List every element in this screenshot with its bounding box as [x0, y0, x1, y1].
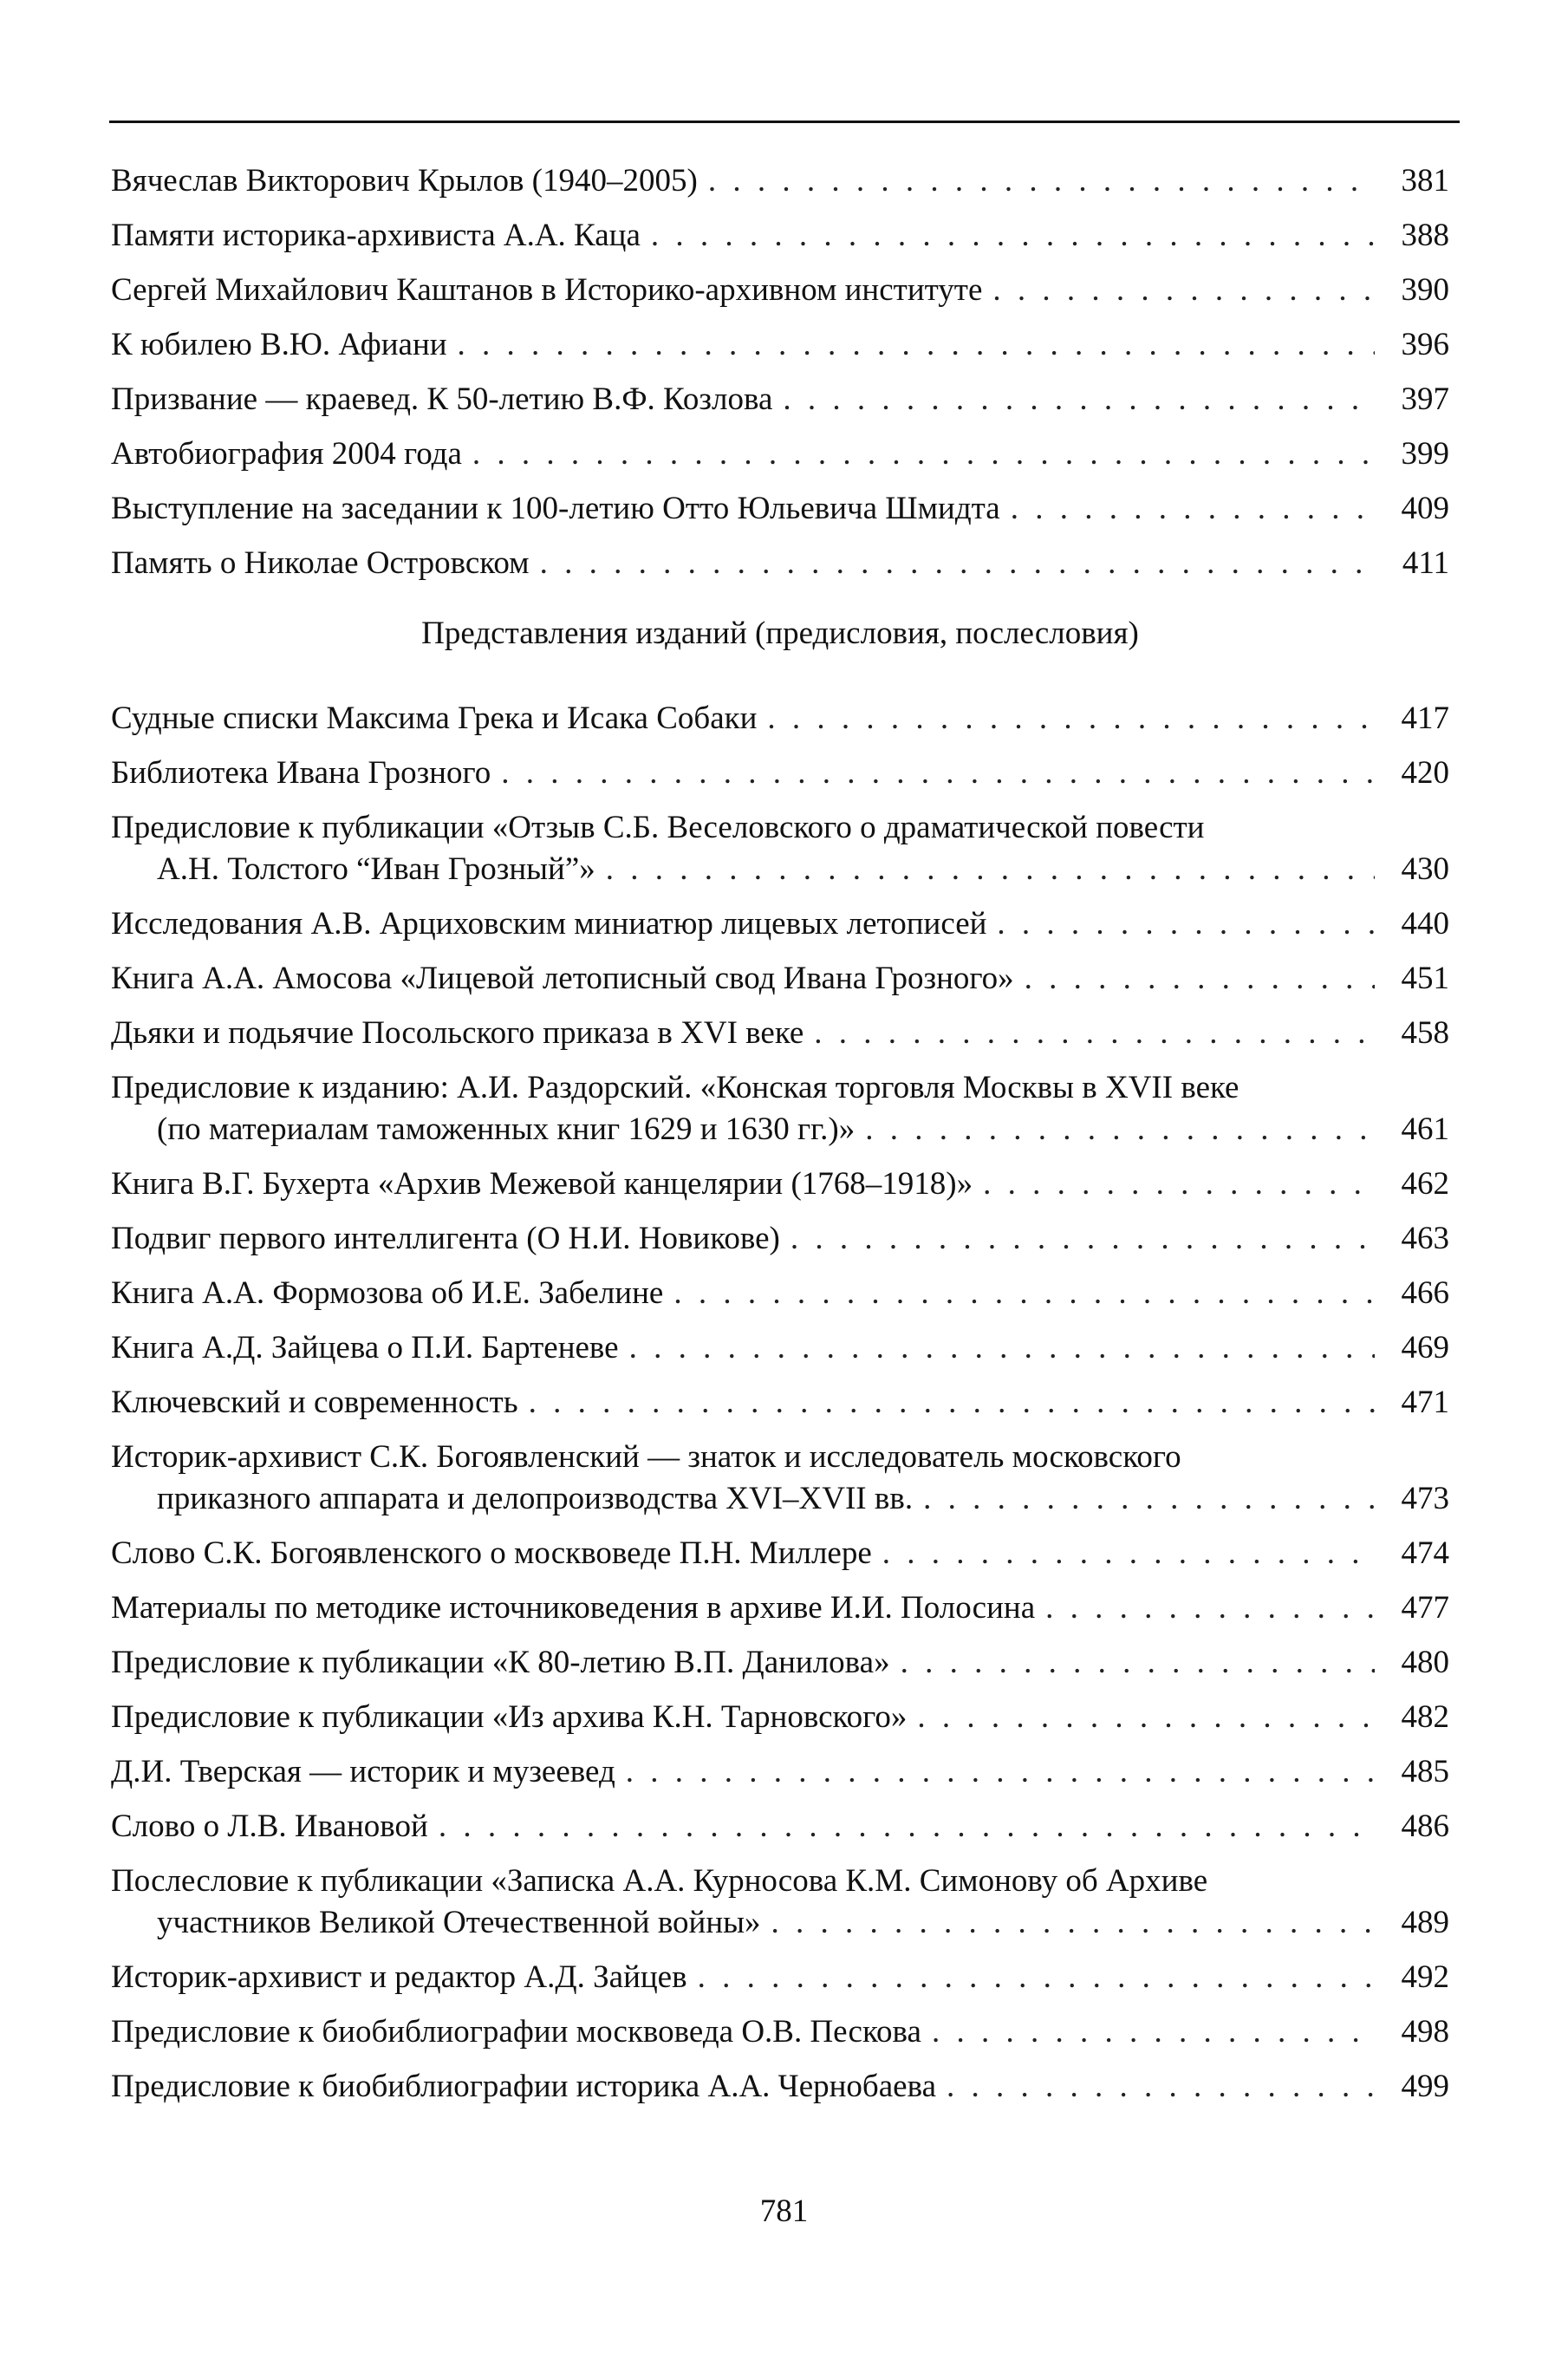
- toc-entry-title: Судные списки Максима Грека и Исака Собаки: [111, 701, 758, 736]
- dot-leader: [767, 698, 1375, 740]
- toc-entry-page: 489: [1401, 1905, 1449, 1940]
- dot-leader: [458, 324, 1375, 366]
- toc-entry: [111, 1437, 1449, 1520]
- toc-entry-title-line2-row: [111, 1109, 1449, 1150]
- toc-entry-page: 430: [1401, 851, 1449, 887]
- toc-entry-page: 474: [1401, 1535, 1449, 1571]
- dot-leader: [983, 1163, 1375, 1205]
- dot-leader: [932, 2011, 1375, 2053]
- toc-entry-title-line1: Предисловие к публикации «Отзыв С.Б. Веселовского о драматической повести: [111, 810, 1205, 845]
- toc-entry-page: 498: [1401, 2014, 1449, 2050]
- dot-leader: [1011, 488, 1375, 530]
- toc-entry: [111, 958, 1449, 1000]
- dot-leader: [540, 543, 1375, 584]
- dot-leader: [673, 1273, 1375, 1314]
- toc-entry: [111, 2066, 1449, 2108]
- toc-entry-title-line2: (по материалам таможенных книг 1629 и 1630 гг.)»: [157, 1111, 856, 1147]
- toc-entry-page: 417: [1401, 701, 1449, 736]
- toc-entry-title: К юбилею В.Ю. Афиани: [111, 327, 447, 362]
- dot-leader: [783, 379, 1375, 420]
- section-heading: Представления изданий (предисловия, послесловия): [421, 616, 1139, 651]
- toc-group-2: [111, 698, 1449, 2108]
- toc-entry: [111, 160, 1449, 202]
- toc-entry: [111, 1533, 1449, 1574]
- page-number: 781: [759, 2193, 809, 2229]
- toc-entry: [111, 698, 1449, 740]
- toc-entry-title: Выступление на заседании к 100-летию Отто Юльевича Шмидта: [111, 491, 1000, 526]
- toc-entry-title: Памяти историка-архивиста А.А. Каца: [111, 218, 641, 253]
- dot-leader: [529, 1382, 1375, 1424]
- toc-entry-page: 466: [1401, 1275, 1449, 1311]
- toc-entry-title: Материалы по методике источниковедения в архиве И.И. Полосина: [111, 1590, 1036, 1626]
- toc-entry-title: Предисловие к публикации «Из архива К.Н. Тарновского»: [111, 1699, 908, 1735]
- dot-leader: [997, 903, 1375, 945]
- toc-entry-page: 420: [1401, 755, 1449, 791]
- toc-entry-page: 485: [1401, 1754, 1449, 1789]
- toc-entry: [111, 1273, 1449, 1314]
- toc-group-1: [111, 160, 1449, 584]
- toc-entry-title: Память о Николае Островском: [111, 545, 530, 581]
- toc-entry: [111, 1861, 1449, 1944]
- toc-entry-title: Слово С.К. Богоявленского о москвоведе П.Н. Миллере: [111, 1535, 872, 1571]
- toc-entry: [111, 1163, 1449, 1205]
- dot-leader: [947, 2066, 1375, 2108]
- toc-entry-page: 409: [1401, 491, 1449, 526]
- toc-entry-title: Вячеслав Викторович Крылов (1940–2005): [111, 163, 698, 199]
- dot-leader: [923, 1478, 1375, 1520]
- toc-entry-page: 499: [1401, 2069, 1449, 2104]
- dot-leader: [472, 433, 1375, 475]
- dot-leader: [698, 1957, 1375, 1998]
- toc-entry-page: 397: [1401, 381, 1449, 417]
- toc-entry-title: Предисловие к биобиблиографии историка А.А. Чернобаева: [111, 2069, 937, 2104]
- dot-leader: [917, 1697, 1375, 1738]
- toc-entry: [111, 324, 1449, 366]
- dot-leader: [501, 753, 1375, 794]
- toc-entry-page: 469: [1401, 1330, 1449, 1366]
- dot-leader: [629, 1327, 1375, 1369]
- dot-leader: [439, 1806, 1375, 1848]
- toc-entry-title: Предисловие к публикации «К 80-летию В.П. Данилова»: [111, 1645, 890, 1680]
- toc-entry-title-line2: приказного аппарата и делопроизводства XVI–XVII вв.: [157, 1481, 914, 1516]
- toc-entry: [111, 1327, 1449, 1369]
- toc-entry-page: 451: [1401, 961, 1449, 996]
- toc-entry-title-line2: участников Великой Отечественной войны»: [157, 1905, 761, 1940]
- toc-entry: [111, 1382, 1449, 1424]
- toc-entry: [111, 1751, 1449, 1793]
- dot-leader: [1025, 958, 1375, 1000]
- toc-entry-page: 486: [1401, 1809, 1449, 1844]
- toc-entry-page: 381: [1401, 163, 1449, 199]
- toc-entry-title: Книга А.А. Формозова об И.Е. Забелине: [111, 1275, 664, 1311]
- toc-entry-title-line1: Послесловие к публикации «Записка А.А. Курносова К.М. Симонову об Архиве: [111, 1863, 1208, 1899]
- toc-entry-title: Предисловие к биобиблиографии москвоведа О.В. Пескова: [111, 2014, 921, 2050]
- dot-leader: [651, 215, 1375, 257]
- toc-entry: [111, 1587, 1449, 1629]
- toc-entry: [111, 543, 1449, 584]
- dot-leader: [708, 160, 1375, 202]
- toc-entry-title: Сергей Михайлович Каштанов в Историко-архивном институте: [111, 272, 983, 308]
- toc-entry-title-line2-row: [111, 1478, 1449, 1520]
- toc-entry: [111, 270, 1449, 311]
- toc-entry-page: 461: [1401, 1111, 1449, 1147]
- toc-entry: [111, 433, 1449, 475]
- toc-entry-page: 396: [1401, 327, 1449, 362]
- toc-entry: [111, 1218, 1449, 1260]
- toc-entry-page: 473: [1401, 1481, 1449, 1516]
- dot-leader: [901, 1642, 1375, 1684]
- toc-entry-page: 411: [1402, 545, 1449, 581]
- toc-entry-page: 440: [1401, 906, 1449, 942]
- toc-entry: [111, 488, 1449, 530]
- dot-leader: [606, 849, 1375, 890]
- toc-entry-title: Д.И. Тверская — историк и музеевед: [111, 1754, 615, 1789]
- toc-entry-page: 390: [1401, 272, 1449, 308]
- toc-entry-page: 477: [1401, 1590, 1449, 1626]
- toc-entry-title: Историк-архивист и редактор А.Д. Зайцев: [111, 1959, 687, 1995]
- toc-entry: [111, 903, 1449, 945]
- dot-leader: [882, 1533, 1375, 1574]
- toc-entry-title: Исследования А.В. Арциховским миниатюр лицевых летописей: [111, 906, 987, 942]
- toc-entry-page: 471: [1401, 1385, 1449, 1420]
- toc-entry-title-line2-row: [111, 1902, 1449, 1944]
- toc-entry: [111, 1013, 1449, 1054]
- dot-leader: [865, 1109, 1375, 1150]
- dot-leader: [771, 1902, 1376, 1944]
- toc-entry: [111, 379, 1449, 420]
- toc-entry: [111, 1642, 1449, 1684]
- dot-leader: [626, 1751, 1375, 1793]
- toc-entry: [111, 1067, 1449, 1150]
- toc-entry-title: Ключевский и современность: [111, 1385, 518, 1420]
- toc-entry-title-line1: Предисловие к изданию: А.И. Раздорский. «Конская торговля Москвы в XVII веке: [111, 1070, 1239, 1105]
- top-rule: [109, 121, 1460, 123]
- toc-entry: [111, 753, 1449, 794]
- toc-entry-title: Книга В.Г. Бухерта «Архив Межевой канцелярии (1768–1918)»: [111, 1166, 973, 1202]
- toc-entry-page: 492: [1401, 1959, 1449, 1995]
- toc-entry: [111, 215, 1449, 257]
- toc-entry-page: 458: [1401, 1015, 1449, 1051]
- toc-entry-title-line2: А.Н. Толстого “Иван Грозный”»: [157, 851, 595, 887]
- toc-entry-page: 480: [1401, 1645, 1449, 1680]
- toc-entry: [111, 807, 1449, 890]
- dot-leader: [814, 1013, 1375, 1054]
- toc-entry: [111, 1957, 1449, 1998]
- table-of-contents: [111, 160, 1449, 2121]
- toc-entry-title: Библиотека Ивана Грозного: [111, 755, 491, 791]
- toc-entry-title-line2-row: [111, 849, 1449, 890]
- dot-leader: [992, 270, 1375, 311]
- toc-entry-page: 463: [1401, 1221, 1449, 1256]
- toc-entry-title: Автобиография 2004 года: [111, 436, 462, 472]
- dot-leader: [791, 1218, 1375, 1260]
- dot-leader: [1045, 1587, 1375, 1629]
- toc-entry-title: Книга А.Д. Зайцева о П.И. Бартеневе: [111, 1330, 619, 1366]
- toc-entry-title: Книга А.А. Амосова «Лицевой летописный свод Ивана Грозного»: [111, 961, 1014, 996]
- toc-entry: [111, 2011, 1449, 2053]
- toc-entry-page: 388: [1401, 218, 1449, 253]
- toc-entry-title: Призвание — краевед. К 50-летию В.Ф. Козлова: [111, 381, 773, 417]
- toc-entry-page: 462: [1401, 1166, 1449, 1202]
- toc-entry-title-line1: Историк-архивист С.К. Богоявленский — знаток и исследователь московского: [111, 1439, 1181, 1475]
- toc-entry-page: 399: [1401, 436, 1449, 472]
- toc-entry-title: Подвиг первого интеллигента (О Н.И. Новикове): [111, 1221, 780, 1256]
- toc-entry-title: Дьяки и подьячие Посольского приказа в XVI веке: [111, 1015, 804, 1051]
- toc-entry-page: 482: [1401, 1699, 1449, 1735]
- toc-entry: [111, 1697, 1449, 1738]
- toc-entry-title: Слово о Л.В. Ивановой: [111, 1809, 428, 1844]
- toc-entry: [111, 1806, 1449, 1848]
